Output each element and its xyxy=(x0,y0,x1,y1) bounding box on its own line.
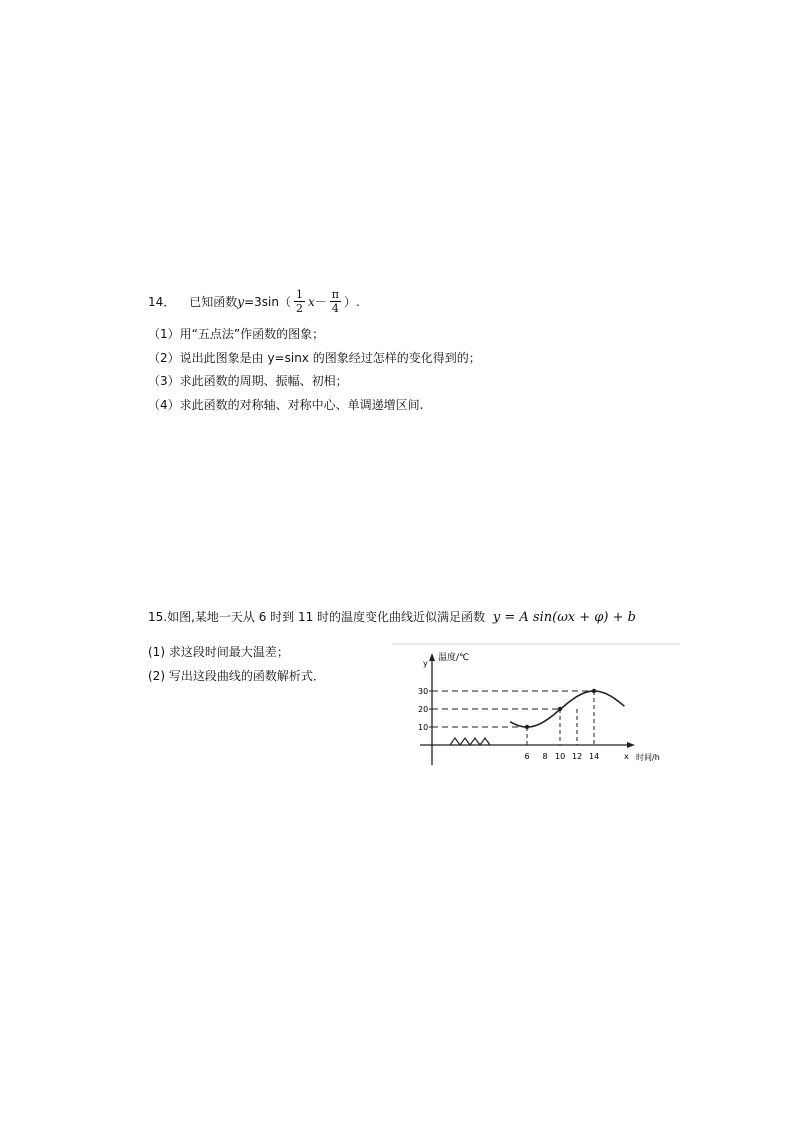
y-axis-arrow xyxy=(429,653,435,661)
data-point xyxy=(592,689,596,693)
q14-func-y: y xyxy=(237,294,245,309)
q14-item-1: （1）用“五点法”作函数的图象； xyxy=(148,327,325,341)
q14-func-eq: =3sin（ xyxy=(244,295,291,309)
q15-intro: 15.如图,某地一天从 6 时到 11 时的温度变化曲线近似满足函数 xyxy=(148,610,486,624)
x-axis-arrow xyxy=(627,742,635,748)
data-point xyxy=(525,725,529,729)
data-point xyxy=(558,707,562,711)
temperature-chart xyxy=(392,643,680,771)
q14-fraction-pi xyxy=(330,288,341,315)
y-tick-label: 30 xyxy=(418,687,429,696)
y-tick-label: 10 xyxy=(418,723,429,732)
q14-item-4: （4）求此函数的对称轴、对称中心、单调递增区间. xyxy=(148,398,424,412)
q15-formula: y = A sin(ωx + φ) + b xyxy=(492,610,636,625)
fraction-numerator: π xyxy=(331,288,339,301)
y-axis-label: y xyxy=(423,659,428,668)
fraction-denominator: 2 xyxy=(295,302,303,315)
axis-break-zigzag xyxy=(450,738,490,745)
q14-close: ）. xyxy=(344,295,360,309)
x-tick-label: 12 xyxy=(572,752,583,761)
x-axis-label: x xyxy=(624,752,629,761)
fraction-numerator: 1 xyxy=(295,288,303,301)
x-tick-label: 8 xyxy=(542,752,548,761)
y-tick-label: 20 xyxy=(418,705,429,714)
q14-intro: 已知函数 xyxy=(189,295,238,309)
y-unit-label: 温度/℃ xyxy=(438,653,470,663)
temperature-figure xyxy=(392,643,680,771)
q15-item-1: (1) 求这段时间最大温差； xyxy=(148,645,289,659)
x-tick-label: 10 xyxy=(555,752,566,761)
q15-heading xyxy=(148,608,636,625)
q14-item-2: （2）说出此图象是由 y=sinx 的图象经过怎样的变化得到的； xyxy=(148,351,481,365)
x-tick-label: 14 xyxy=(589,752,600,761)
x-unit-label: 时间/h xyxy=(636,753,660,762)
q14-number: 14． xyxy=(148,295,176,309)
q14-item-3: （3）求此函数的周期、振幅、初相； xyxy=(148,374,348,388)
q14-fraction-half xyxy=(294,288,305,315)
fraction-denominator: 4 xyxy=(331,302,339,315)
q14-minus: － xyxy=(314,295,327,309)
q14-var-x: x xyxy=(307,294,315,309)
x-tick-label: 6 xyxy=(524,752,530,761)
q14-heading xyxy=(148,288,360,315)
q15-item-2: (2) 写出这段曲线的函数解析式． xyxy=(148,669,325,683)
